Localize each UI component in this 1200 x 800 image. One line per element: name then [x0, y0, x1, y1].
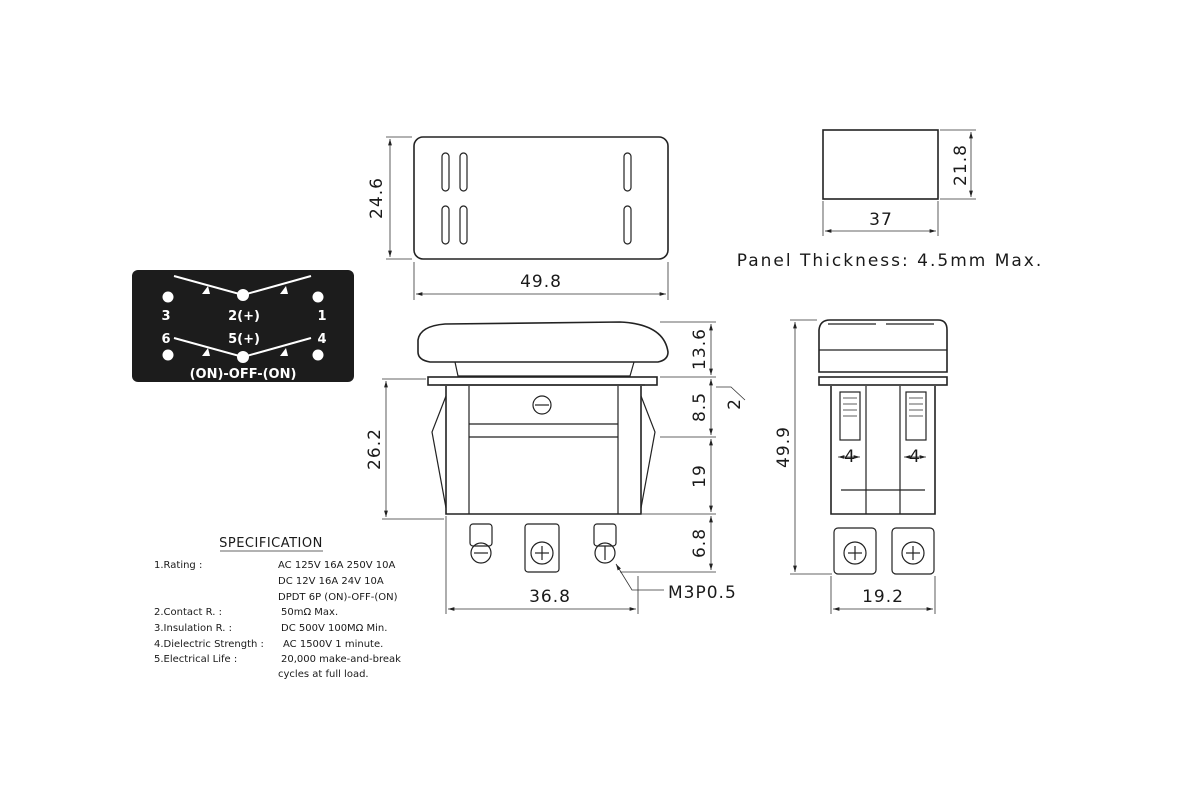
dim-side-width: 19.2: [862, 587, 904, 607]
dim-panel-gap: 2: [725, 398, 745, 410]
spec-value-life-1: 20,000 make-and-break: [281, 654, 401, 665]
switch-mode-label: (ON)-OFF-(ON): [189, 367, 297, 382]
spec-label-insulation: 3.Insulation R. :: [154, 623, 232, 634]
wiring-diagram: [132, 270, 354, 382]
panel-thickness-note: Panel Thickness: 4.5mm Max.: [736, 251, 1044, 271]
specification: [154, 536, 401, 680]
spec-value-insulation: DC 500V 100MΩ Min.: [281, 623, 388, 634]
contact-6: [163, 350, 174, 361]
spec-value-rating-2: DC 12V 16A 24V 10A: [278, 576, 384, 587]
flange: [428, 377, 657, 385]
label-6: 6: [161, 332, 171, 347]
label-5: 5(+): [228, 332, 260, 347]
contact-3: [163, 292, 174, 303]
label-3: 3: [161, 309, 171, 324]
contact-4: [313, 350, 324, 361]
spec-value-rating-1: AC 125V 16A 250V 10A: [278, 560, 396, 571]
dim-body-mid: 19: [690, 464, 710, 488]
cutout-view: [737, 130, 1044, 271]
front-terminals: [470, 524, 616, 572]
label-2: 2(+): [228, 309, 260, 324]
spec-value-rating-3: DPDT 6P (ON)-OFF-(ON): [278, 592, 398, 603]
front-view: [365, 322, 745, 614]
dim-top-height: 24.6: [367, 177, 387, 219]
wiring-panel: [132, 270, 354, 382]
dim-slot-right: 4: [909, 447, 921, 467]
dim-top-width: 49.8: [520, 272, 562, 292]
cutout-outline: [823, 130, 938, 199]
top-view: [367, 137, 668, 300]
spec-label-dielectric: 4.Dielectric Strength :: [154, 639, 264, 650]
dim-flange: 8.5: [690, 391, 710, 423]
dim-slot-left: 4: [844, 447, 856, 467]
dim-rocker-height: 13.6: [690, 328, 710, 370]
spec-value-contact: 50mΩ Max.: [281, 607, 339, 618]
spec-value-dielectric: AC 1500V 1 minute.: [283, 639, 384, 650]
screw-callout: M3P0.5: [668, 583, 737, 603]
side-flange: [819, 377, 947, 385]
spec-label-rating: 1.Rating :: [154, 560, 203, 571]
contact-1: [313, 292, 324, 303]
spec-value-life-2: cycles at full load.: [278, 669, 369, 680]
label-4: 4: [317, 332, 327, 347]
dim-total-height: 49.9: [774, 426, 794, 468]
side-view: [774, 320, 947, 614]
top-view-outline: [414, 137, 668, 259]
side-rocker: [819, 320, 947, 372]
dim-cutout-height: 21.8: [951, 144, 971, 186]
dim-base-width: 36.8: [529, 587, 571, 607]
label-1: 1: [317, 309, 327, 324]
rocker: [418, 322, 668, 362]
dim-body-height: 26.2: [365, 428, 385, 470]
side-terminals: [834, 528, 934, 574]
dim-terminal-height: 6.8: [690, 527, 710, 559]
spec-title: SPECIFICATION: [219, 536, 323, 551]
top-view-slots: [442, 153, 631, 244]
spec-label-life: 5.Electrical Life :: [154, 654, 238, 665]
spec-label-contact: 2.Contact R. :: [154, 607, 222, 618]
dim-cutout-width: 37: [869, 210, 893, 230]
